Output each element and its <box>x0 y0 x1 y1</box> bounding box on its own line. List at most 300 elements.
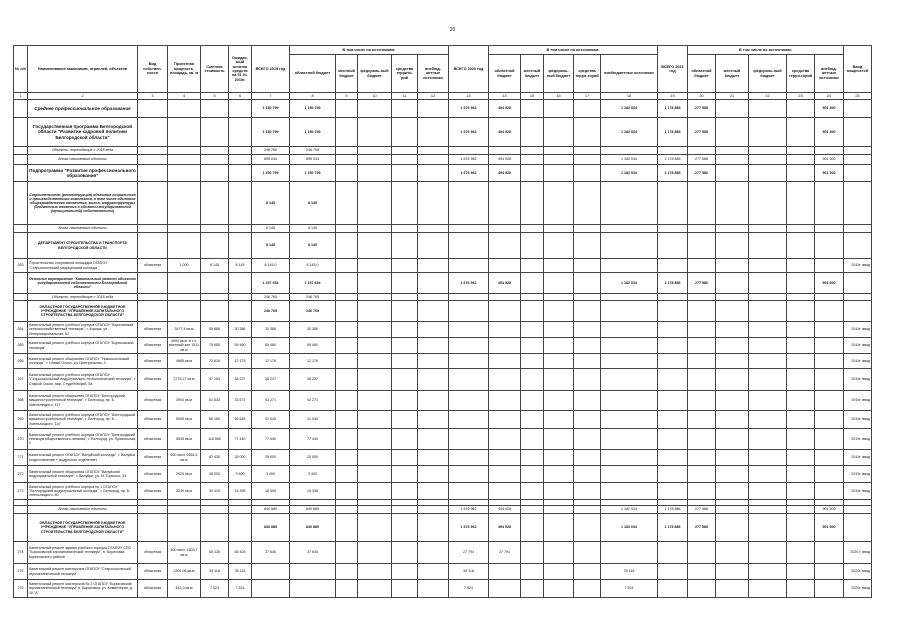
row-number-cell <box>14 506 28 514</box>
value-cell <box>489 225 521 233</box>
value-cell <box>521 155 544 165</box>
value-cell <box>658 369 688 391</box>
value-cell <box>688 259 716 273</box>
value-cell <box>658 564 688 580</box>
value-cell <box>574 506 601 514</box>
header-regional-2020: областной бюджет <box>489 55 521 93</box>
value-cell: 1 150 799 <box>290 100 336 118</box>
value-cell <box>716 118 749 147</box>
header-regional-2021: областной бюджет <box>688 55 716 93</box>
value-cell <box>201 225 229 233</box>
value-cell <box>716 165 749 182</box>
value-cell: 277 586 <box>688 506 716 514</box>
value-cell <box>201 273 229 294</box>
value-cell <box>544 182 574 225</box>
value-cell <box>716 506 749 514</box>
value-cell <box>544 233 574 259</box>
value-cell <box>749 259 787 273</box>
value-cell <box>392 506 418 514</box>
value-cell <box>489 429 521 450</box>
commission-cell: 2019г. ввод <box>844 466 872 483</box>
value-cell <box>544 225 574 233</box>
value-cell: 1 150 799 <box>252 100 290 118</box>
value-cell <box>574 225 601 233</box>
value-cell <box>787 514 815 542</box>
header-capacity-commission: Ввод мощностей <box>844 46 872 93</box>
row-name-cell: Капитальный ремонт общежития ОГАПОУ "Белгородский машиностроительный техникум", г. Белгород, пр. Б. Хмельницкого, 117 <box>28 391 138 411</box>
value-cell <box>229 301 252 322</box>
value-cell <box>544 322 574 338</box>
column-number: 15 <box>521 93 544 100</box>
value-cell <box>201 514 229 542</box>
ownership-cell <box>138 506 168 514</box>
value-cell <box>787 450 815 466</box>
column-number: 23 <box>787 93 815 100</box>
value-cell <box>749 165 787 182</box>
value-cell <box>358 100 392 118</box>
value-cell <box>358 354 392 369</box>
value-cell <box>168 155 201 165</box>
ownership-cell <box>138 155 168 165</box>
commission-cell <box>844 182 872 225</box>
column-number: 11 <box>392 93 418 100</box>
value-cell: 39 118 <box>229 564 252 580</box>
value-cell <box>815 580 844 598</box>
value-cell <box>749 466 787 483</box>
value-cell <box>716 369 749 391</box>
value-cell <box>601 391 658 411</box>
value-cell: 277 585 <box>688 118 716 147</box>
value-cell <box>336 233 358 259</box>
value-cell <box>290 564 336 580</box>
value-cell <box>574 294 601 301</box>
value-cell <box>418 391 449 411</box>
value-cell: 43 271 <box>290 391 336 411</box>
value-cell <box>658 354 688 369</box>
value-cell: 30 386 <box>290 322 336 338</box>
value-cell <box>688 338 716 354</box>
value-cell <box>658 294 688 301</box>
value-cell <box>787 506 815 514</box>
row-name-cell: ДЕПАРТАМЕНТ СТРОИТЕЛЬСТВА И ТРАНСПОРТА БЕЛГОРОДСКОЙ ОБЛАСТИ <box>28 233 138 259</box>
value-cell: 1 157 654 <box>290 273 336 294</box>
value-cell: 1 178 885 <box>658 100 688 118</box>
value-cell: 38 237 <box>252 369 290 391</box>
value-cell <box>418 450 449 466</box>
row-number-cell <box>14 301 28 322</box>
value-cell: 1 150 799 <box>252 118 290 147</box>
header-group-2019: В том числе по источникам: <box>290 46 449 55</box>
value-cell: 1 182 034 <box>601 155 658 165</box>
value-cell <box>716 182 749 225</box>
row-number-cell: 265 <box>14 338 28 354</box>
value-cell: 1 676 962 <box>449 100 489 118</box>
value-cell <box>544 483 574 500</box>
value-cell: 39 118 <box>601 564 658 580</box>
value-cell: 1 182 034 <box>601 165 658 182</box>
column-numbers-row <box>14 93 872 100</box>
value-cell <box>392 259 418 273</box>
row-name-cell: ОБЛАСТНОЕ ГОСУДАРСТВЕННОЕ БЮДЖЕТНОЕ УЧРЕЖДЕНИЕ "УПРАВЛЕНИЕ КАПИТАЛЬНОГО СТРОИТЕЛЬСТВА БЕЛГОРОДСКОЙ ОБЛАСТИ" <box>28 301 138 322</box>
value-cell <box>815 542 844 564</box>
value-cell <box>521 259 544 273</box>
column-number: 13 <box>449 93 489 100</box>
value-cell <box>489 354 521 369</box>
value-cell <box>815 369 844 391</box>
commission-cell: 2020г. ввод <box>844 564 872 580</box>
table-row <box>14 411 872 429</box>
value-cell <box>392 411 418 429</box>
column-number: 14 <box>489 93 521 100</box>
value-cell <box>749 542 787 564</box>
header-offbudget-2020: внебюджетные источники <box>601 55 658 93</box>
value-cell <box>392 118 418 147</box>
value-cell <box>544 411 574 429</box>
value-cell <box>358 165 392 182</box>
value-cell <box>392 429 418 450</box>
row-number-cell <box>14 182 28 225</box>
value-cell: 8 145 <box>229 259 252 273</box>
value-cell <box>336 294 358 301</box>
value-cell <box>574 233 601 259</box>
value-cell: 3904 кв.м <box>168 391 201 411</box>
value-cell <box>787 233 815 259</box>
value-cell <box>749 354 787 369</box>
value-cell: 8 145 <box>290 233 336 259</box>
value-cell <box>574 542 601 564</box>
value-cell <box>688 301 716 322</box>
value-cell <box>716 225 749 233</box>
value-cell <box>815 564 844 580</box>
value-cell <box>358 369 392 391</box>
header-local-2020: местный бюджет <box>521 55 544 93</box>
value-cell <box>815 354 844 369</box>
value-cell <box>658 147 688 155</box>
value-cell: 494 928 <box>489 273 521 294</box>
value-cell <box>749 483 787 500</box>
value-cell <box>544 391 574 411</box>
value-cell <box>201 233 229 259</box>
row-number-cell: 273 <box>14 483 28 500</box>
value-cell: 3477,4 кв.м <box>168 322 201 338</box>
value-cell <box>658 450 688 466</box>
header-capacity: Проектная мощность, площадь, кв. м <box>168 46 201 93</box>
value-cell <box>787 369 815 391</box>
value-cell: 246 765 <box>252 147 290 155</box>
value-cell <box>358 514 392 542</box>
column-number: 25 <box>844 93 872 100</box>
value-cell <box>521 147 544 155</box>
value-cell <box>544 147 574 155</box>
value-cell <box>716 294 749 301</box>
value-cell: 27 794 <box>489 542 521 564</box>
value-cell <box>392 450 418 466</box>
value-cell <box>358 338 392 354</box>
value-cell: 1 182 034 <box>601 514 658 542</box>
row-name-cell: Капитальный ремонт учебного корпуса ОГАПОУ "Старооскольский индустриально-технологический техникум", г. Старый Оскол, мкр. Студенческий, 5а <box>28 369 138 391</box>
ownership-cell <box>138 118 168 147</box>
row-number-cell <box>14 225 28 233</box>
value-cell <box>815 301 844 322</box>
value-cell <box>716 580 749 598</box>
column-number: 2 <box>28 93 138 100</box>
value-cell: 8 145 <box>290 225 336 233</box>
value-cell <box>658 429 688 450</box>
value-cell <box>418 466 449 483</box>
value-cell <box>749 391 787 411</box>
value-cell <box>815 259 844 273</box>
value-cell: 59 460 <box>229 338 252 354</box>
commission-cell <box>844 100 872 118</box>
value-cell <box>449 411 489 429</box>
value-cell <box>358 118 392 147</box>
ownership-cell <box>138 147 168 155</box>
value-cell: 25 000 <box>229 450 252 466</box>
value-cell <box>658 182 688 225</box>
value-cell: 7 524 <box>449 580 489 598</box>
value-cell <box>358 411 392 429</box>
value-cell: 87 430 <box>201 450 229 466</box>
value-cell <box>449 483 489 500</box>
value-cell <box>392 514 418 542</box>
ownership-cell <box>138 273 168 294</box>
ownership-cell <box>138 182 168 225</box>
value-cell <box>521 564 544 580</box>
value-cell <box>815 147 844 155</box>
value-cell <box>658 580 688 598</box>
ownership-cell: областная <box>138 369 168 391</box>
value-cell <box>658 259 688 273</box>
value-cell <box>392 483 418 500</box>
row-name-cell: Капитальный ремонт учебного корпуса № 1 ОГАПОУ "Белгородский индустриальный колледж", г. Белгород, пр. Б. Хмельницкого, 80 <box>28 483 138 500</box>
value-cell: 1 178 886 <box>658 506 688 514</box>
row-number-cell <box>14 147 28 155</box>
row-number-cell <box>14 155 28 165</box>
value-cell <box>521 466 544 483</box>
value-cell <box>815 182 844 225</box>
table-row <box>14 165 872 182</box>
value-cell <box>688 580 716 598</box>
value-cell <box>658 411 688 429</box>
commission-cell: 2019г. ввод <box>844 483 872 500</box>
header-group-2020: В том числе по источникам: <box>489 46 658 55</box>
value-cell <box>787 411 815 429</box>
value-cell: 37 645 <box>290 542 336 564</box>
row-name-cell: Вновь начинаемые объекты <box>28 155 138 165</box>
value-cell: 7 524 <box>601 580 658 598</box>
value-cell <box>521 580 544 598</box>
value-cell <box>489 322 521 338</box>
table-row <box>14 294 872 301</box>
value-cell <box>358 301 392 322</box>
value-cell: 2301,06 кв.м <box>168 564 201 580</box>
value-cell <box>521 450 544 466</box>
value-cell <box>521 182 544 225</box>
value-cell <box>290 580 336 598</box>
header-number: № п/п <box>14 46 28 93</box>
column-number: 4 <box>168 93 201 100</box>
value-cell <box>574 259 601 273</box>
row-number-cell <box>14 514 28 542</box>
value-cell: 494 928 <box>489 514 521 542</box>
value-cell: 494 928 <box>489 100 521 118</box>
value-cell <box>787 225 815 233</box>
value-cell <box>168 182 201 225</box>
ownership-cell: областная <box>138 259 168 273</box>
value-cell: 45 000 <box>201 466 229 483</box>
table-row <box>14 147 872 155</box>
value-cell <box>201 301 229 322</box>
value-cell <box>787 100 815 118</box>
value-cell: 494 928 <box>489 506 521 514</box>
row-name-cell: Среднее профессиональное образование <box>28 100 138 118</box>
value-cell <box>574 391 601 411</box>
value-cell <box>544 118 574 147</box>
value-cell <box>716 466 749 483</box>
value-cell <box>601 294 658 301</box>
value-cell <box>392 542 418 564</box>
value-cell <box>521 411 544 429</box>
value-cell: 1 178 885 <box>658 118 688 147</box>
value-cell <box>658 542 688 564</box>
value-cell <box>336 391 358 411</box>
commission-cell: 2019г. ввод <box>844 259 872 273</box>
value-cell: 400 мест 4303,7 кв.м <box>168 542 201 564</box>
value-cell <box>229 273 252 294</box>
table-row <box>14 483 872 500</box>
value-cell: 30 419 <box>201 483 229 500</box>
value-cell <box>489 369 521 391</box>
value-cell <box>392 225 418 233</box>
value-cell <box>392 273 418 294</box>
value-cell <box>787 118 815 147</box>
header-local-2019: местный бюджет <box>336 55 358 93</box>
value-cell <box>688 542 716 564</box>
value-cell <box>418 225 449 233</box>
value-cell <box>716 542 749 564</box>
header-name: Наименование заказчиков, отраслей, объектов <box>28 46 138 93</box>
column-number: 22 <box>749 93 787 100</box>
table-row <box>14 542 872 564</box>
value-cell <box>787 542 815 564</box>
value-cell: 37 645 <box>252 542 290 564</box>
value-cell: 1 676 962 <box>449 514 489 542</box>
value-cell: 277 586 <box>688 514 716 542</box>
value-cell: 901 300 <box>815 165 844 182</box>
value-cell <box>688 411 716 429</box>
value-cell: 901 300 <box>815 155 844 165</box>
row-name-cell: Вновь начинаемые объекты <box>28 225 138 233</box>
value-cell <box>688 369 716 391</box>
value-cell <box>336 466 358 483</box>
value-cell <box>658 322 688 338</box>
value-cell <box>749 301 787 322</box>
value-cell: 5095 кв.м <box>168 411 201 429</box>
value-cell <box>749 450 787 466</box>
value-cell <box>358 322 392 338</box>
value-cell: 25 000 <box>290 450 336 466</box>
header-remainder: Ожидае-мый остаток средств на 01.01. 2019г. <box>229 46 252 93</box>
value-cell <box>252 580 290 598</box>
value-cell: 246 765 <box>252 301 290 322</box>
value-cell: 901 300 <box>815 100 844 118</box>
row-name-cell: Капитальный ремонт учебного корпуса ОГАПОУ "Белгородский машиностроительный техникум", г. Белгород, пр. Б. Хмельницкого, 119 <box>28 411 138 429</box>
header-group-2021: В том числе по источникам: <box>688 46 844 55</box>
value-cell <box>521 165 544 182</box>
row-number-cell: 272 <box>14 466 28 483</box>
value-cell <box>521 506 544 514</box>
value-cell <box>716 564 749 580</box>
row-name-cell: Капитальный ремонт общежития ОГАПОУ "Новооскольский колледж", г. Новый Оскол, ул. Центральная, 3 <box>28 354 138 369</box>
value-cell: 65 426 <box>201 542 229 564</box>
value-cell <box>544 165 574 182</box>
row-number-cell: 268 <box>14 391 28 411</box>
value-cell: 8 145 <box>252 233 290 259</box>
value-cell <box>449 294 489 301</box>
value-cell: 277 586 <box>688 165 716 182</box>
value-cell <box>601 542 658 564</box>
table-row <box>14 429 872 450</box>
value-cell: 246 765 <box>252 294 290 301</box>
value-cell: 1 676 962 <box>449 506 489 514</box>
table-row <box>14 514 872 542</box>
value-cell <box>201 118 229 147</box>
value-cell <box>688 564 716 580</box>
value-cell <box>521 301 544 322</box>
commission-cell <box>844 506 872 514</box>
value-cell <box>418 542 449 564</box>
value-cell <box>449 450 489 466</box>
value-cell <box>168 506 201 514</box>
value-cell <box>229 506 252 514</box>
value-cell <box>658 466 688 483</box>
value-cell <box>489 564 521 580</box>
value-cell <box>574 450 601 466</box>
value-cell <box>521 225 544 233</box>
value-cell <box>418 411 449 429</box>
value-cell <box>358 506 392 514</box>
ownership-cell <box>138 100 168 118</box>
column-number: 6 <box>229 93 252 100</box>
value-cell <box>688 450 716 466</box>
value-cell <box>716 322 749 338</box>
value-cell: 59 460 <box>290 338 336 354</box>
value-cell: 901 300 <box>815 273 844 294</box>
table-row <box>14 225 872 233</box>
value-cell <box>489 580 521 598</box>
value-cell <box>418 147 449 155</box>
table-row <box>14 301 872 322</box>
table-row <box>14 450 872 466</box>
value-cell <box>658 338 688 354</box>
value-cell <box>358 542 392 564</box>
column-number: 19 <box>658 93 688 100</box>
value-cell <box>336 580 358 598</box>
value-cell: 2929 кв.м <box>168 466 201 483</box>
value-cell <box>688 322 716 338</box>
value-cell: 1 182 034 <box>601 506 658 514</box>
value-cell <box>489 391 521 411</box>
value-cell <box>544 338 574 354</box>
table-row <box>14 273 872 294</box>
value-cell <box>449 354 489 369</box>
value-cell: 8 145 <box>201 259 229 273</box>
value-cell: 840 889 <box>252 514 290 542</box>
value-cell <box>336 273 358 294</box>
header-estimate: Сметная стоимость <box>201 46 229 93</box>
value-cell <box>716 301 749 322</box>
value-cell <box>336 100 358 118</box>
